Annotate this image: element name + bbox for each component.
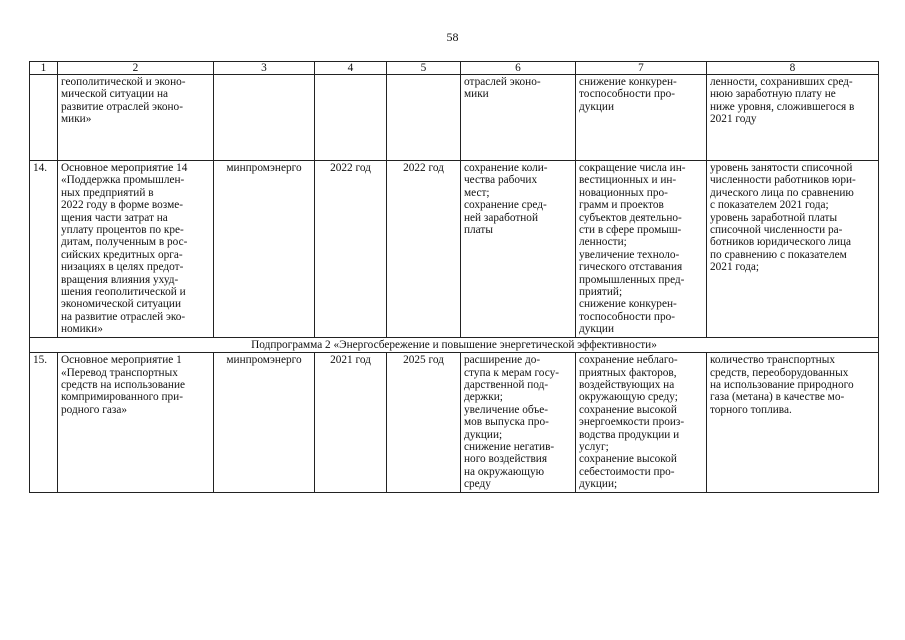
table-cell: снижение конкурен- тоспособности про- дукции <box>576 75 707 161</box>
column-header: 3 <box>214 62 315 75</box>
table-cell <box>30 75 58 161</box>
column-header: 4 <box>315 62 387 75</box>
table-cell: количество транспортных средств, переоборудованных на использование природного газа (метана) в качестве мо- торного топлива. <box>707 353 879 492</box>
column-header: 8 <box>707 62 879 75</box>
column-header: 1 <box>30 62 58 75</box>
table-row-15 <box>30 353 879 492</box>
column-header: 2 <box>58 62 214 75</box>
table-cell: минпромэнерго <box>214 353 315 492</box>
subprogram-row <box>30 337 879 352</box>
column-header: 7 <box>576 62 707 75</box>
table-cell: уровень занятости списочной численности работников юри- дического лица по сравнению с показателем 2021 года; уровень заработной платы списочной численности ра- ботников юридического лица по сравнению с показателем 2021 года; <box>707 161 879 338</box>
subprogram-title: Подпрограмма 2 «Энергосбережение и повышение энергетической эффективности» <box>30 337 879 352</box>
table-cell: сокращение числа ин- вестиционных и ин- новационных про- грамм и проектов субъектов деятельно- сти в сфере промыш- ленности; увеличение техноло- гического отставания промышленных пред- приятий; снижение конкурен- тоспособности про- дукции <box>576 161 707 338</box>
table-cell: отраслей эконо- мики <box>461 75 576 161</box>
table-row-continued <box>30 75 879 161</box>
table-cell <box>214 75 315 161</box>
row-number: 14. <box>30 161 58 338</box>
table-cell <box>387 75 461 161</box>
table-cell: 2025 год <box>387 353 461 492</box>
table-header-row <box>30 62 879 75</box>
table-row-14 <box>30 161 879 338</box>
table-cell: минпромэнерго <box>214 161 315 338</box>
table-cell: 2022 год <box>315 161 387 338</box>
column-header: 5 <box>387 62 461 75</box>
table-cell <box>315 75 387 161</box>
table-cell: сохранение неблаго- приятных факторов, воздействующих на окружающую среду; сохранение высокой энергоемкости произ- водства продукции и услуг; сохранение высокой себестоимости про- дукции; <box>576 353 707 492</box>
column-header: 6 <box>461 62 576 75</box>
measures-table <box>29 61 879 493</box>
row-number: 15. <box>30 353 58 492</box>
table-cell: расширение до- ступа к мерам госу- дарственной под- держки; увеличение объе- мов выпуска про- дукции; снижение негатив- ного воздействия на окружающую среду <box>461 353 576 492</box>
table-cell: ленности, сохранивших сред- нюю заработную плату не ниже уровня, сложившегося в 2021 году <box>707 75 879 161</box>
table-cell: геополитической и эконо- мической ситуации на развитие отраслей эконо- мики» <box>58 75 214 161</box>
table-cell: Основное мероприятие 1 «Перевод транспортных средств на использование компримированного при- родного газа» <box>58 353 214 492</box>
table-cell: сохранение коли- чества рабочих мест; сохранение сред- ней заработной платы <box>461 161 576 338</box>
table-cell: Основное мероприятие 14 «Поддержка промышлен- ных предприятий в 2022 году в форме возме- щения части затрат на уплату процентов по кре- дитам, полученным в рос- сийских кредитных орга- низациях в целях предот- вращения влияния ухуд- шения геополитической и экономической ситуации на развитие отраслей эко- номики» <box>58 161 214 338</box>
table-cell: 2021 год <box>315 353 387 492</box>
page-number: 58 <box>446 30 459 44</box>
table-cell: 2022 год <box>387 161 461 338</box>
